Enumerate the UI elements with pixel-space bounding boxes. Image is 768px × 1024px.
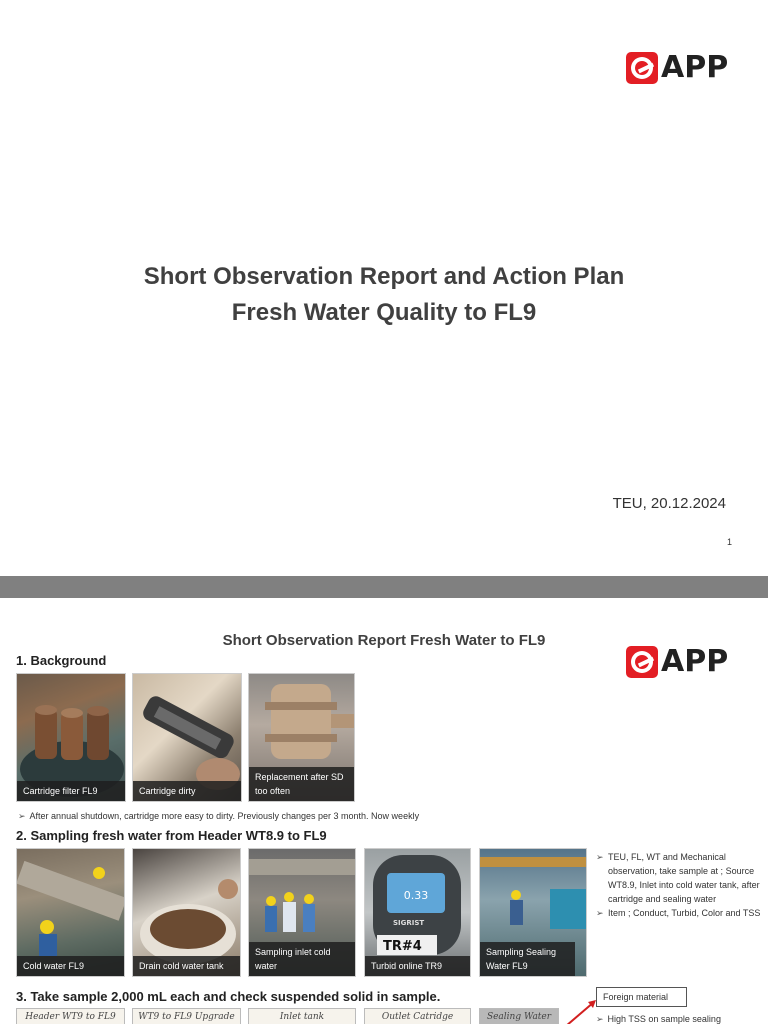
photo-drain-tank: [132, 848, 241, 977]
photo-caption: Sampling inlet cold water: [249, 942, 355, 976]
photo-cold-water: [16, 848, 125, 977]
photo-caption: Cartridge filter FL9: [17, 781, 125, 801]
photo-turbid-online: [364, 848, 471, 977]
photo-caption: Sampling Sealing Water FL9: [480, 942, 575, 976]
report-date: TEU, 20.12.2024: [612, 495, 726, 512]
photo-caption: Turbid online TR9: [365, 956, 470, 976]
meter-brand: SIGRIST: [393, 919, 425, 927]
app-logo-icon: [626, 646, 658, 678]
sample-label: WT9 to FL9 Upgrade: [132, 1008, 241, 1024]
background-note-text: After annual shutdown, cartridge more easy to dirty. Previously changes per 3 month. Now weekly: [29, 811, 420, 821]
observation-slide: [0, 598, 768, 1024]
slide-title-line1: Short Observation Report and Action Plan: [143, 263, 625, 290]
sampling-bullets: [596, 850, 768, 920]
sample-label: Sealing Water: [479, 1008, 559, 1024]
background-note: [18, 811, 419, 822]
section-tss-heading: 3. Take sample 2,000 mL each and check suspended solid in sample.: [16, 989, 441, 1004]
app-logo-text: APP: [661, 50, 729, 85]
app-logo: [626, 646, 728, 678]
photo-replacement: [248, 673, 355, 802]
app-logo-icon: [626, 52, 658, 84]
photo-caption: Cold water FL9: [17, 956, 124, 976]
tss-note-text: High TSS on sample sealing: [607, 1014, 721, 1024]
photo-caption: Drain cold water tank: [133, 956, 240, 976]
app-logo: [626, 52, 728, 84]
foreign-material-callout: Foreign material: [596, 987, 687, 1007]
slide-title-line2: Fresh Water Quality to FL9: [231, 299, 537, 326]
photo-cartridge-dirty: [132, 673, 242, 802]
bullet-item: ➢ TEU, FL, WT and Mechanical observation, take sample at ; Source WT8.9, Inlet into cold water tank, after cartridge and sealing water: [596, 850, 768, 906]
section-sampling-heading: 2. Sampling fresh water from Header WT8.9 to FL9: [16, 828, 327, 843]
meter-tag: TR#4: [383, 939, 422, 954]
bullet-arrow-icon: ➢: [18, 811, 26, 821]
bullet-arrow-icon: ➢: [596, 1014, 604, 1024]
photo-sampling-inlet: [248, 848, 356, 977]
callout-arrow-icon: [560, 998, 600, 1024]
slide2-title: Short Observation Report Fresh Water to FL9: [222, 632, 546, 649]
meter-reading: 0.33: [403, 889, 429, 902]
sample-label: Header WT9 to FL9: [16, 1008, 125, 1024]
tss-note: [596, 1014, 721, 1024]
photo-caption: Replacement after SD too often: [249, 767, 354, 801]
photo-cartridge-filter: [16, 673, 126, 802]
page-number: 1: [726, 537, 732, 547]
sample-label: Outlet Catridge: [364, 1008, 471, 1024]
bullet-item: ➢ Item ; Conduct, Turbid, Color and TSS: [596, 906, 768, 920]
app-logo-text: APP: [661, 644, 729, 679]
sample-label: Inlet tank: [248, 1008, 356, 1024]
section-background-heading: 1. Background: [16, 653, 107, 668]
photo-sealing-water: [479, 848, 587, 977]
photo-caption: Cartridge dirty: [133, 781, 241, 801]
